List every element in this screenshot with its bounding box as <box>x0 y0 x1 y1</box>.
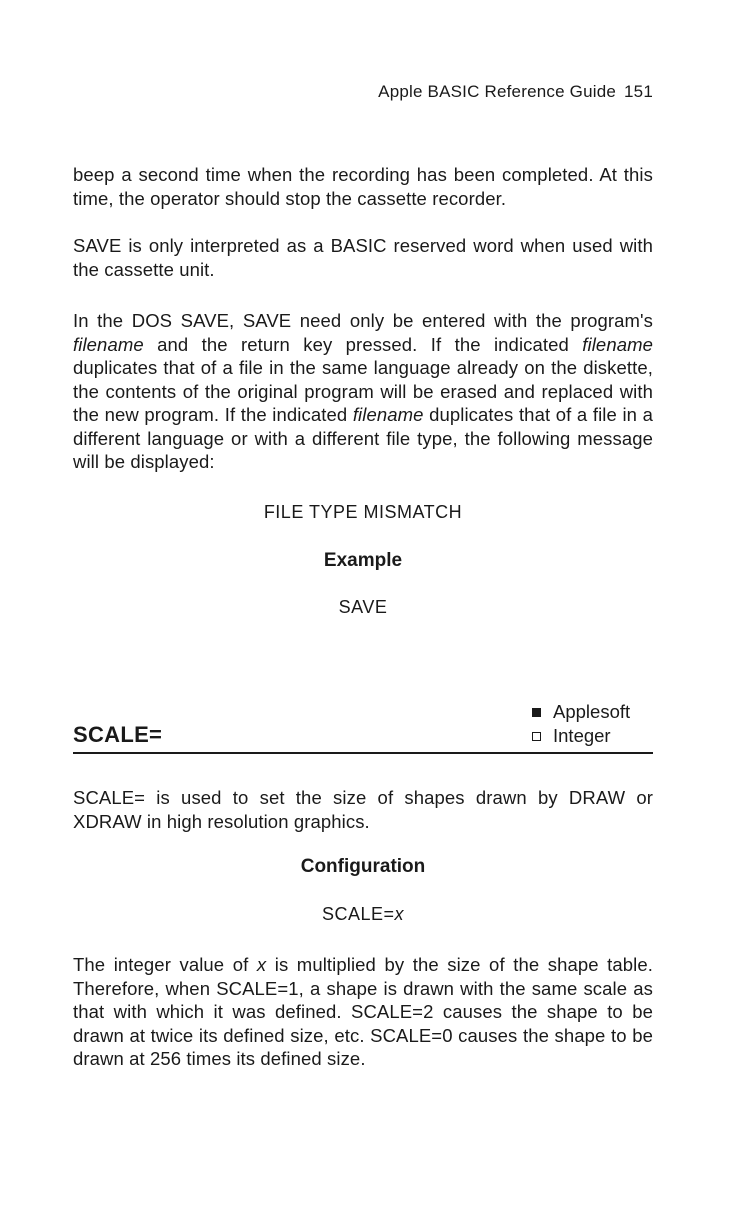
scale-description: SCALE= is used to set the size of shapes drawn by DRAW or XDRAW in high resolution graphics. <box>73 787 653 832</box>
save-paragraph-3-text-1: In the DOS SAVE, SAVE need only be entered with the program's <box>73 310 653 331</box>
save-paragraph-3-text-3: duplicates that of a file in the same language already on the diskette, the contents of the original program will be erased and replaced with the new program. If the indicated <box>73 357 653 425</box>
scale-paragraph <box>73 953 653 1071</box>
book-page <box>73 0 653 1210</box>
scale-paragraph-text-1: The integer value of <box>73 954 257 975</box>
page-number: 151 <box>624 82 653 101</box>
configuration-code-prefix: SCALE= <box>321 904 395 924</box>
language-applesoft-label: Applesoft <box>553 701 631 722</box>
variable-x: x <box>256 954 267 975</box>
language-integer <box>532 725 611 747</box>
save-paragraph-3-text-2: and the return key pressed. If the indicated <box>143 333 583 355</box>
save-paragraph-1: beep a second time when the recording has been completed. At this time, the operator should stop the cassette recorder. <box>73 164 653 209</box>
save-paragraph-2: SAVE is only interpreted as a BASIC reserved word when used with the cassette unit. <box>73 235 653 280</box>
filename-term-2: filename <box>582 333 653 355</box>
example-code: SAVE <box>338 597 388 617</box>
language-integer-label: Integer <box>553 725 611 746</box>
filename-term-3: filename <box>352 404 424 425</box>
save-paragraph-3 <box>73 309 653 474</box>
running-head-title: Apple BASIC Reference Guide <box>378 82 617 101</box>
configuration-code-variable: x <box>394 904 405 924</box>
filled-square-icon <box>532 708 541 717</box>
scale-paragraph-text-2: is multiplied by the size of the shape table. Therefore, when SCALE=1, a shape is drawn with the same scale as that with which it was defined. SCALE=2 causes the shape to be drawn at twice its defined size, etc. SCALE=0 causes the shape to be drawn at 256 times its defined size. <box>73 954 654 1069</box>
example-heading: Example <box>323 550 403 571</box>
error-message: FILE TYPE MISMATCH <box>263 502 463 522</box>
empty-square-icon <box>532 732 541 741</box>
filename-term-1: filename <box>73 333 144 355</box>
save-paragraph-3-text-4: duplicates that of a file in a different language or with a different file type, the following message will be displayed: <box>73 404 653 472</box>
entry-keyword: SCALE= <box>73 722 163 747</box>
entry-heading-scale <box>73 698 653 754</box>
configuration-code <box>73 904 653 925</box>
running-head <box>378 82 653 102</box>
language-applesoft <box>532 701 630 723</box>
configuration-heading: Configuration <box>300 856 426 877</box>
